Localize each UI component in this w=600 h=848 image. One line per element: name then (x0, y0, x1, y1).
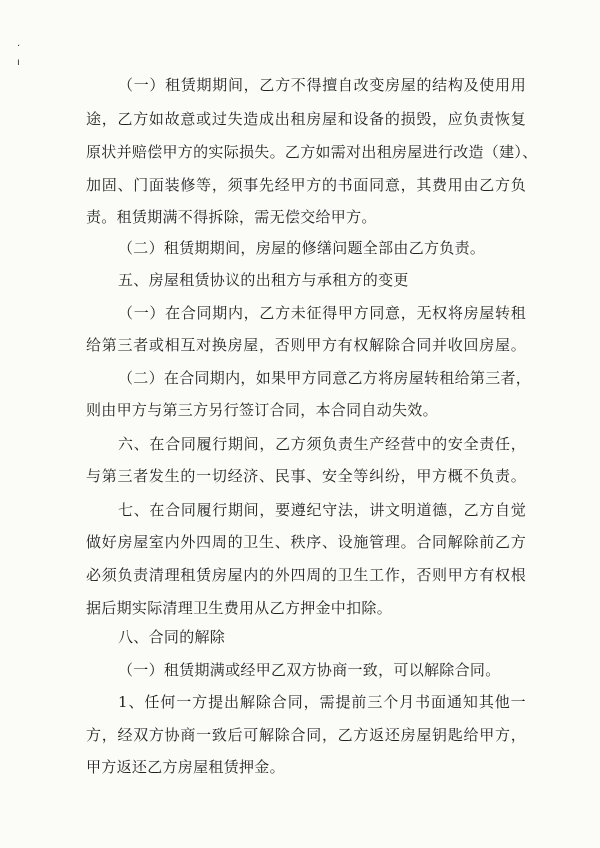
text-line: 加固、门面装修等，须事先经甲方的书面同意，其费用由乙方负 (86, 176, 526, 194)
text-line: （二）在合同期内，如果甲方同意乙方将房屋转租给第三者， (118, 369, 532, 387)
text-line: 给第三者或相互对换房屋，否则甲方有权解除合同并收回房屋。 (86, 336, 526, 354)
text-line: 原状并赔偿甲方的实际损失。乙方如需对出租房屋进行改造（建）、 (86, 143, 538, 161)
text-line: 七、在合同履行期间，要遵纪守法，讲文明道德，乙方自觉 (118, 501, 526, 519)
text-line: 必须负责清理租赁房屋内的外四周的卫生工作，否则甲方有权根 (86, 566, 526, 584)
text-line: （一）租赁期期间，乙方不得擅自改变房屋的结构及使用用 (118, 76, 526, 94)
text-line: 做好房屋室内外四周的卫生、秩序、设施管理。合同解除前乙方 (86, 533, 526, 551)
section-heading: 五、房屋租赁协议的出租方与承租方的变更 (118, 271, 409, 289)
text-line: 甲方返还乙方房屋租赁押金。 (86, 758, 285, 776)
text-line: （一）租赁期满或经甲乙双方协商一致，可以解除合同。 (118, 661, 501, 679)
text-line: 方，经双方协商一致后可解除合同，乙方返还房屋钥匙给甲方， (86, 726, 526, 744)
margin-mark: ı (17, 57, 20, 68)
text-line: 据后期实际清理卫生费用从乙方押金中扣除。 (86, 599, 393, 617)
text-line: 与第三者发生的一切经济、民事、安全等纠纷，甲方概不负责。 (86, 467, 526, 485)
text-line: 六、在合同履行期间，乙方须负责生产经营中的安全责任， (118, 435, 526, 453)
text-line: 则由甲方与第三方另行签订合同，本合同自动失效。 (86, 401, 438, 419)
text-line: 责。租赁期满不得拆除，需无偿交给甲方。 (86, 208, 377, 226)
text-line: 途，乙方如故意或过失造成出租房屋和设备的损毁，应负责恢复 (86, 110, 526, 128)
text-line: （二）租赁期期间，房屋的修缮问题全部由乙方负责。 (118, 239, 486, 257)
margin-mark: · (17, 41, 21, 52)
text-line: 1、任何一方提出解除合同，需提前三个月书面通知其他一 (118, 693, 526, 711)
text-line: （一）在合同期内，乙方未征得甲方同意，无权将房屋转租 (118, 304, 526, 322)
section-heading: 八、合同的解除 (118, 628, 226, 646)
